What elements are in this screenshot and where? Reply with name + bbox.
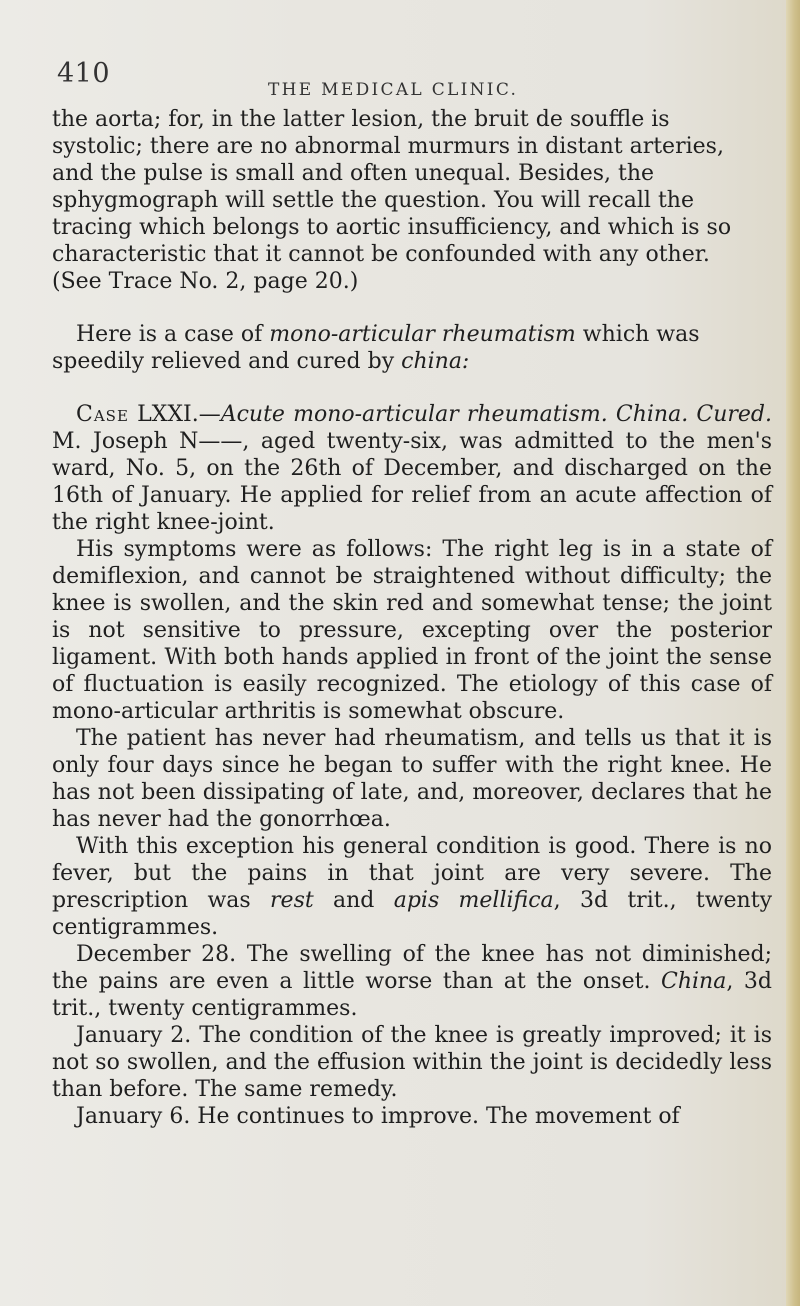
dec28-text: , 3d trit., twenty centigrammes.	[52, 969, 772, 1021]
text-line: the aorta; for, in the latter lesion, the bruit de souffle is	[52, 107, 670, 132]
text-line: tracing which belongs to aortic insufficiency, and which is so	[52, 215, 732, 240]
intro-emphasis: china:	[401, 349, 470, 374]
intro-text: Here is a case of	[76, 322, 270, 347]
text-line: sphygmograph will settle the question. You will recall the	[52, 188, 694, 213]
january-2-paragraph: January 2. The condition of the knee is greatly improved; it is not so swollen, and the effusion within the joint is decidedly less than before. The same remedy.	[52, 1023, 772, 1102]
dec28-text: December 28. The swelling of the knee has not diminished; the pains are even a little worse than at the onset.	[52, 942, 772, 994]
text-line: systolic; there are no abnormal murmurs in distant arteries,	[52, 134, 724, 159]
condition-text: With this exception his general condition is good. There is no fever, but the pains in that joint are very severe. The prescription was	[52, 834, 772, 913]
intro-text: which was speedily relieved and cured by	[52, 322, 700, 374]
condition-text: and	[313, 888, 394, 913]
case-title: Acute mono-articular rheumatism. China. Cured.	[220, 402, 772, 427]
page-number: 410	[57, 58, 111, 89]
body-text	[52, 106, 772, 1130]
remedy-name: apis mellifica	[393, 888, 554, 913]
intro-emphasis: mono-articular rheumatism	[269, 322, 576, 347]
page-edge	[786, 0, 800, 1306]
continuation-paragraph	[52, 106, 772, 295]
symptoms-paragraph: His symptoms were as follows: The right leg is in a state of demiflexion, and cannot be straightened without difficulty; the knee is swollen, and the skin red and somewhat tense; the joint is not sensitive to pressure, excepting over the posterior ligament. With both hands applied in front of the joint the sense of fluctuation is easily recognized. The etiology of this case of mono-articular arthritis is somewhat obscure.	[52, 537, 772, 724]
december-28-paragraph	[52, 941, 772, 1022]
text-line: (See Trace No. 2, page 20.)	[52, 269, 359, 294]
text-line: characteristic that it cannot be confounded with any other.	[52, 242, 710, 267]
text-line: and the pulse is small and often unequal. Besides, the	[52, 161, 655, 186]
case-paragraph	[52, 401, 772, 536]
case-label: Case	[76, 402, 129, 427]
page-header	[0, 58, 800, 98]
history-paragraph: The patient has never had rheumatism, and tells us that it is only four days since he began to suffer with the right knee. He has not been dissipating of late, and, moreover, declares that he has never had the gonorrhœa.	[52, 726, 772, 832]
january-6-paragraph: January 6. He continues to improve. The movement of	[76, 1104, 680, 1129]
condition-text: , 3d trit., twenty centigrammes.	[52, 888, 772, 940]
condition-emphasis: rest	[270, 888, 314, 913]
case-text: M. Joseph N——, aged twenty-six, was admitted to the men's ward, No. 5, on the 26th of December, and discharged on the 16th of January. He applied for relief from an acute affection of the right knee-joint.	[52, 429, 772, 535]
case-dash: —	[198, 402, 221, 427]
remedy-name: China	[661, 969, 727, 994]
intro-paragraph	[52, 321, 772, 375]
running-head: THE MEDICAL CLINIC.	[268, 80, 519, 100]
case-number: LXXI.	[128, 402, 199, 427]
condition-paragraph	[52, 833, 772, 941]
